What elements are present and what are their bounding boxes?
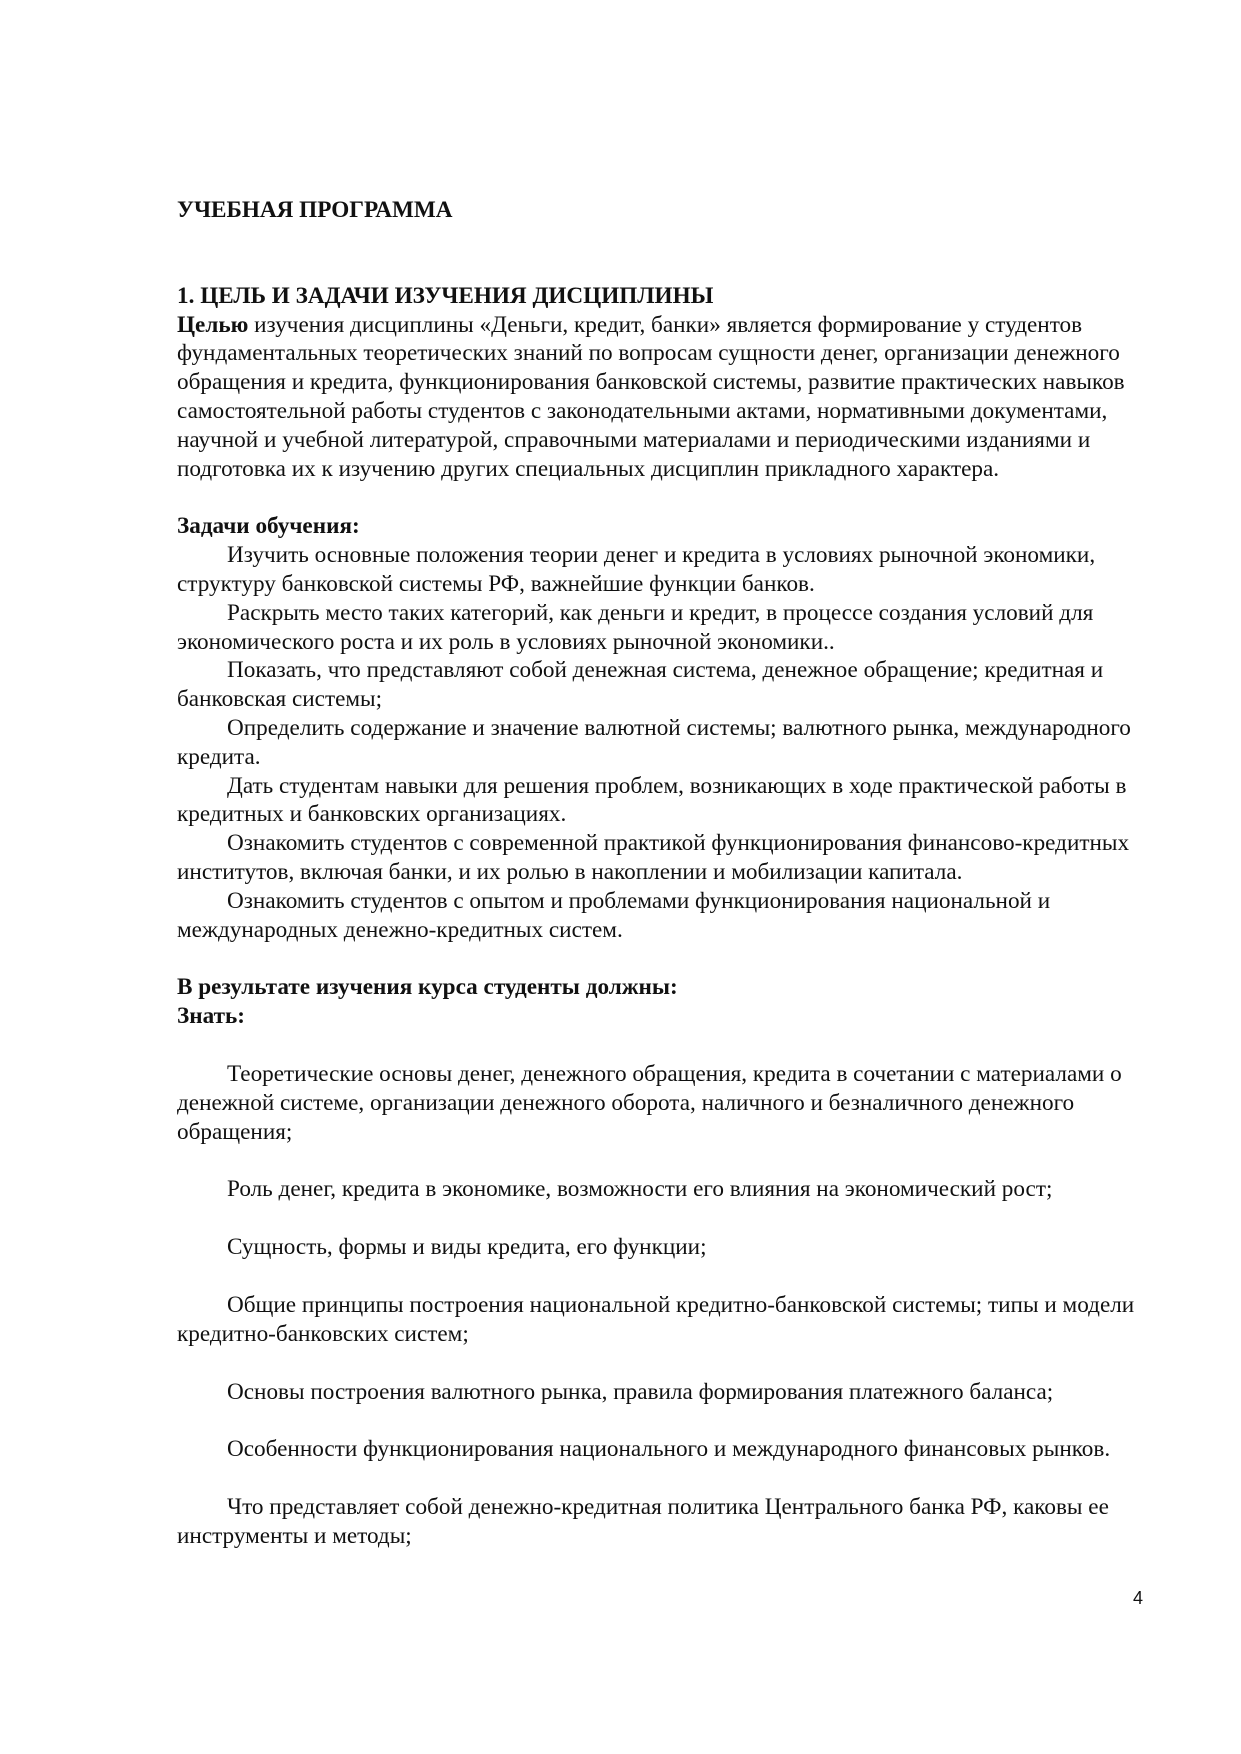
section-heading: 1. ЦЕЛЬ И ЗАДАЧИ ИЗУЧЕНИЯ ДИСЦИПЛИНЫ — [177, 282, 714, 309]
goal-lead: Целью — [177, 311, 249, 338]
know-item: Теоретические основы денег, денежного обращения, кредита в сочетании с материалами о денежной системе, организации денежного оборота, наличного и безналичного денежного обращения; — [177, 1060, 1122, 1145]
task-item: Изучить основные положения теории денег и кредита в условиях рыночной экономики, структуру банковской системы РФ, важнейшие функции банков. — [177, 542, 1096, 597]
know-item: Сущность, формы и виды кредита, его функции; — [227, 1234, 707, 1261]
task-item: Определить содержание и значение валютной системы; валютного рынка, международного кредита. — [177, 714, 1131, 770]
task-item: Показать, что представляют собой денежная система, денежное обращение; кредитная и банковская системы; — [177, 657, 1104, 713]
task-item: Ознакомить студентов с современной практикой функционирования финансово-кредитных институтов, включая банки, и их ролью в накоплении и мобилизации капитала. — [177, 830, 1130, 885]
goal-paragraph — [177, 311, 1162, 484]
task-item: Раскрыть место таких категорий, как деньги и кредит, в процессе создания условий для экономического роста и их роль в условиях рыночной экономики.. — [177, 599, 1094, 655]
tasks-heading: Задачи обучения: — [177, 513, 360, 540]
document-body — [177, 196, 1162, 1551]
task-item: Дать студентам навыки для решения проблем, возникающих в ходе практической работы в кредитных и банковских организациях. — [177, 772, 1127, 828]
know-item: Основы построения валютного рынка, правила формирования платежного баланса; — [227, 1378, 1054, 1405]
know-heading: Знать: — [177, 1003, 245, 1030]
know-item: Особенности функционирования национального и международного финансовых рынков. — [227, 1436, 1111, 1463]
task-item: Ознакомить студентов с опытом и проблемами функционирования национальной и международных денежно-кредитных систем. — [177, 887, 1051, 943]
know-item: Общие принципы построения национальной кредитно-банковской системы; типы и модели кредитно-банковских систем; — [177, 1291, 1135, 1347]
program-title: УЧЕБНАЯ ПРОГРАММА — [177, 197, 453, 223]
page-number: 4 — [1133, 1588, 1144, 1608]
goal-text: изучения дисциплины «Деньги, кредит, банки» является формирование у студентов фундаментальных теоретических знаний по вопросам сущности денег, организации денежного обращения и кредита, функционирования банковской системы, развитие практических навыков самостоятельной работы студентов с законодательными актами, нормативными документами, научной и учебной литературой, справочными материалами и периодическими изданиями и подготовка их к изучению других специальных дисциплин прикладного характера. — [177, 311, 1125, 482]
know-item: Что представляет собой денежно-кредитная политика Центрального банка РФ, каковы ее инструменты и методы; — [177, 1494, 1109, 1549]
results-heading: В результате изучения курса студенты должны: — [177, 974, 678, 1001]
know-item: Роль денег, кредита в экономике, возможности его влияния на экономический рост; — [227, 1176, 1053, 1203]
